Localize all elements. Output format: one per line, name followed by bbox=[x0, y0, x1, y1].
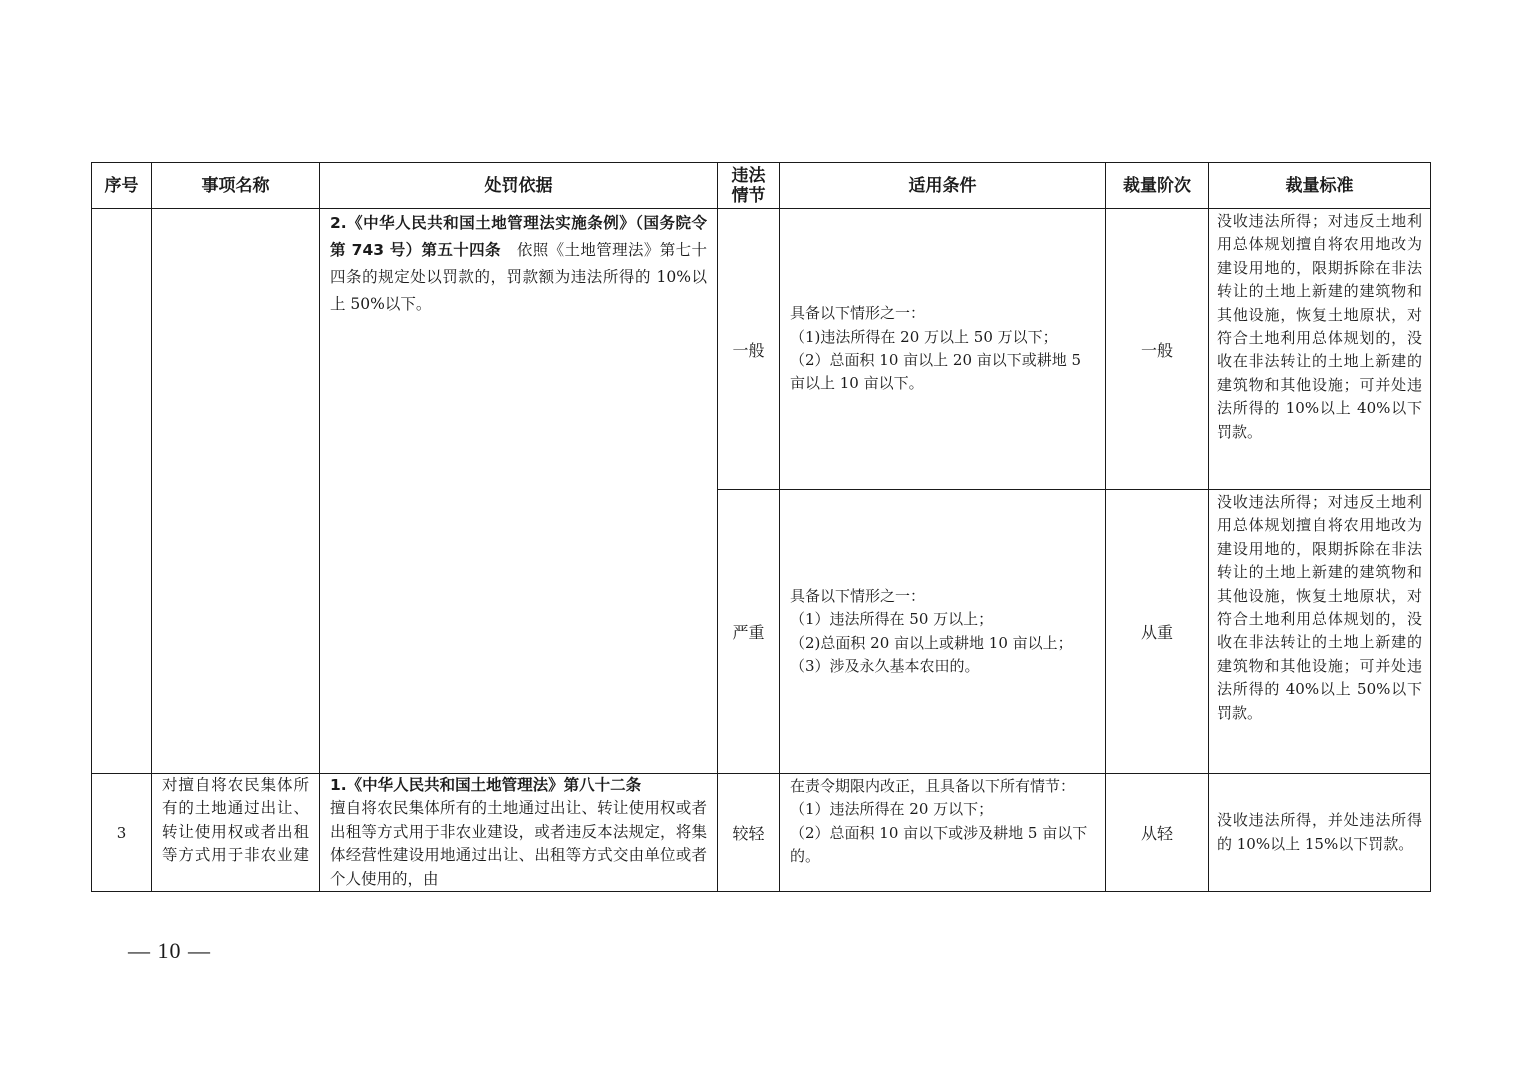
condition-text: 具备以下情形之一： （1)违法所得在 20 万以上 50 万以下； （2）总面积 10 亩以上 20 亩以下或耕地 5 亩以上 10 亩以下。 bbox=[790, 304, 1082, 393]
penalty-basis-text bbox=[320, 774, 717, 891]
serial-number-text: 3 bbox=[116, 824, 127, 843]
standard-text: 没收违法所得；对违反土地利用总体规划擅自将农用地改为建设用地的，限期拆除在非法转让的土地上新建的建筑物和其他设施，恢复土地原状，对符合土地利用总体规划的，没收在非法转让的土地上新建的建筑物和其他设施；可并处违法所得的 40%以上 50%以下罚款。 bbox=[1217, 493, 1422, 722]
level-cell bbox=[1106, 490, 1209, 774]
violation-text: 一般 bbox=[732, 340, 765, 360]
header-violation-line2: 情节 bbox=[731, 185, 766, 206]
header-violation-circumstance bbox=[718, 163, 780, 209]
item-name-cell bbox=[152, 774, 320, 892]
basis-regulation-body: 依照《土地管理法》第七十四条的规定处以罚款的，罚款额为违法所得的 10%以上 50%以下。 bbox=[330, 241, 707, 313]
violation-text: 严重 bbox=[732, 623, 765, 642]
item-name-text: 对擅自将农民集体所有的土地通过出让、转让使用权或者出租等方式用于非农业建 bbox=[162, 776, 309, 865]
condition-cell bbox=[780, 774, 1106, 892]
penalty-basis-cell bbox=[320, 774, 718, 892]
header-discretion-level: 裁量阶次 bbox=[1106, 163, 1209, 209]
serial-number-cell bbox=[92, 774, 152, 892]
header-serial-number: 序号 bbox=[92, 163, 152, 209]
violation-cell bbox=[718, 490, 780, 774]
header-violation-line1: 违法 bbox=[731, 165, 766, 186]
condition-cell bbox=[780, 209, 1106, 490]
standard-cell bbox=[1209, 209, 1431, 490]
page-number: — 10 — bbox=[128, 938, 211, 963]
violation-cell bbox=[718, 209, 780, 490]
condition-text: 具备以下情形之一： （1）违法所得在 50 万以上； （2)总面积 20 亩以上或耕地 10 亩以上； （3）涉及永久基本农田的。 bbox=[790, 586, 1073, 675]
table-header-row bbox=[92, 163, 1431, 209]
penalty-discretion-table bbox=[91, 162, 1431, 892]
serial-number-cell-empty bbox=[92, 209, 152, 774]
basis-law-title: 1.《中华人民共和国土地管理法》第八十二条 bbox=[330, 776, 642, 794]
standard-cell bbox=[1209, 490, 1431, 774]
table-row bbox=[92, 774, 1431, 892]
level-text: 一般 bbox=[1140, 340, 1173, 360]
level-cell bbox=[1106, 209, 1209, 490]
header-discretion-standard: 裁量标准 bbox=[1209, 163, 1431, 209]
standard-text: 没收违法所得；对违反土地利用总体规划擅自将农用地改为建设用地的，限期拆除在非法转让的土地上新建的建筑物和其他设施，恢复土地原状，对符合土地利用总体规划的，没收在非法转让的土地上新建的建筑物和其他设施；可并处违法所得的 10%以上 40%以下罚款。 bbox=[1217, 212, 1422, 441]
header-item-name: 事项名称 bbox=[152, 163, 320, 209]
penalty-basis-text bbox=[320, 209, 717, 318]
level-cell bbox=[1106, 774, 1209, 892]
table-row bbox=[92, 209, 1431, 490]
level-text: 从轻 bbox=[1140, 824, 1173, 844]
condition-text: 在责令期限内改正，且具备以下所有情节： （1）违法所得在 20 万以下； （2）总面积 10 亩以下或涉及耕地 5 亩以下的。 bbox=[790, 777, 1088, 866]
condition-cell bbox=[780, 490, 1106, 774]
item-name-cell-empty bbox=[152, 209, 320, 774]
basis-law-body: 擅自将农民集体所有的土地通过出让、转让使用权或者出租等方式用于非农业建设，或者违反本法规定，将集体经营性建设用地通过出让、出租等方式交由单位或者个人使用的，由 bbox=[330, 799, 707, 888]
header-penalty-basis: 处罚依据 bbox=[320, 163, 718, 209]
standard-cell bbox=[1209, 774, 1431, 892]
basis-regulation-title: 2.《中华人民共和国土地管理法实施条例》（国务院令第 743 号）第五十四条 bbox=[330, 214, 707, 259]
violation-text: 较轻 bbox=[732, 824, 765, 844]
penalty-basis-cell bbox=[320, 209, 718, 774]
level-text: 从重 bbox=[1140, 623, 1173, 642]
standard-text: 没收违法所得，并处违法所得的 10%以上 15%以下罚款。 bbox=[1217, 811, 1422, 853]
violation-cell bbox=[718, 774, 780, 892]
header-applicable-condition: 适用条件 bbox=[780, 163, 1106, 209]
